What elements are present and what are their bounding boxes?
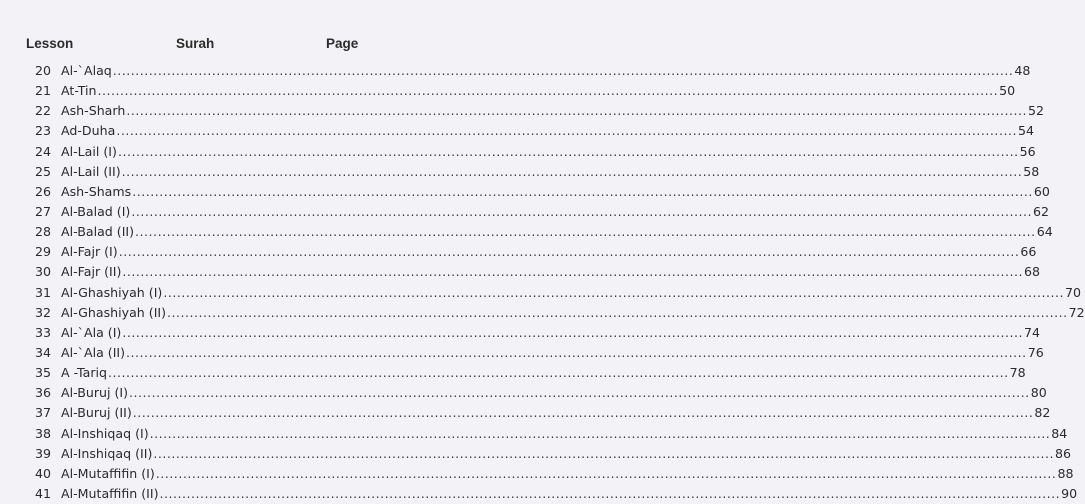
- page-number: 66: [1020, 244, 1037, 260]
- lesson-number: 37: [35, 405, 52, 421]
- entry-line: [61, 383, 1047, 403]
- entry-line: [61, 242, 1037, 262]
- list-item: [0, 101, 1045, 121]
- page-number: 60: [1033, 183, 1050, 199]
- page-number: 76: [1027, 344, 1044, 360]
- page-number: 50: [999, 83, 1016, 99]
- dot-leader: ........................................................................................................................................................................................................: [131, 203, 1032, 219]
- entry-line: [61, 61, 1031, 81]
- surah-title: Al-Mutaffifin (II): [61, 485, 159, 501]
- lesson-number: 23: [35, 123, 52, 139]
- page-number: 84: [1051, 425, 1068, 441]
- surah-title: Ad-Duha: [61, 123, 116, 139]
- page-number: 64: [1036, 224, 1053, 240]
- page-number: 80: [1030, 385, 1047, 401]
- page-number: 58: [1023, 163, 1040, 179]
- lesson-number: 38: [35, 425, 52, 441]
- page-number: 82: [1034, 405, 1051, 421]
- dot-leader: ........................................................................................................................................................................................................: [167, 304, 1068, 320]
- dot-leader: ........................................................................................................................................................................................................: [135, 224, 1036, 240]
- surah-title: Al-Mutaffifin (I): [61, 465, 155, 481]
- dot-leader: ........................................................................................................................................................................................................: [132, 405, 1034, 421]
- dot-leader: ........................................................................................................................................................................................................: [159, 485, 1061, 501]
- surah-title: A -Tariq: [61, 365, 108, 381]
- lesson-number: 32: [35, 304, 52, 320]
- surah-title: Al-`Alaq: [61, 63, 112, 78]
- lesson-column-header: Lesson: [26, 36, 74, 51]
- entry-line: [61, 202, 1049, 222]
- contents-list: [0, 61, 1085, 504]
- entry-line: [61, 403, 1051, 423]
- lesson-number: 24: [35, 143, 52, 159]
- page-number: 68: [1024, 264, 1041, 280]
- surah-title: Al-Buruj (I): [61, 385, 129, 401]
- page-number: 52: [1027, 103, 1045, 119]
- page-number: 70: [1064, 284, 1081, 300]
- lesson-number: 27: [35, 203, 52, 219]
- list-item: [0, 81, 1016, 101]
- lesson-number: 31: [35, 284, 52, 300]
- entry-line: [61, 262, 1041, 282]
- list-item: [0, 222, 1053, 242]
- list-item: [0, 303, 1085, 323]
- lesson-number: 21: [35, 83, 52, 99]
- list-item: [0, 61, 1031, 81]
- lesson-number: 22: [35, 103, 52, 119]
- list-item: [0, 121, 1034, 141]
- dot-leader: ........................................................................................................................................................................................................: [116, 123, 1017, 139]
- list-item: [0, 403, 1051, 423]
- lesson-number: 30: [35, 264, 52, 280]
- list-item: [0, 142, 1036, 162]
- list-item: [0, 182, 1050, 202]
- page-column-header: Page: [326, 36, 359, 51]
- lesson-number: 33: [35, 324, 52, 340]
- entry-line: [61, 424, 1068, 444]
- dot-leader: ........................................................................................................................................................................................................: [126, 103, 1027, 119]
- list-item: [0, 323, 1041, 343]
- lesson-number: 20: [35, 63, 52, 78]
- page-number: 74: [1023, 324, 1041, 340]
- page-number: 56: [1019, 143, 1036, 159]
- surah-title: Al-Ghashiyah (I): [61, 284, 163, 300]
- dot-leader: ........................................................................................................................................................................................................: [117, 143, 1019, 159]
- dot-leader: ........................................................................................................................................................................................................: [118, 244, 1020, 260]
- entry-line: [61, 283, 1081, 303]
- page-number: 54: [1017, 123, 1034, 139]
- dot-leader: ........................................................................................................................................................................................................: [121, 163, 1023, 179]
- surah-title: At-Tin: [61, 83, 97, 99]
- entry-line: [61, 142, 1036, 162]
- surah-title: Ash-Shams: [61, 183, 132, 199]
- surah-title: Al-Balad (I): [61, 203, 131, 219]
- page-number: 62: [1032, 203, 1049, 219]
- dot-leader: ........................................................................................................................................................................................................: [97, 83, 999, 99]
- dot-leader: ........................................................................................................................................................................................................: [122, 264, 1024, 280]
- dot-leader: ........................................................................................................................................................................................................: [122, 324, 1023, 340]
- list-item: [0, 444, 1072, 464]
- surah-title: Al-`Ala (II): [61, 344, 126, 360]
- entry-line: [61, 484, 1078, 504]
- entry-line: [61, 182, 1050, 202]
- surah-title: Al-Buruj (II): [61, 405, 132, 421]
- surah-title: Al-`Ala (I): [61, 324, 122, 340]
- list-item: [0, 464, 1074, 484]
- page-number: 86: [1055, 445, 1072, 461]
- dot-leader: ........................................................................................................................................................................................................: [126, 344, 1027, 360]
- lesson-number: 25: [35, 163, 52, 179]
- page-number: 48: [1014, 63, 1031, 78]
- surah-title: Ash-Sharh: [61, 103, 126, 119]
- surah-title: Al-Lail (I): [61, 143, 117, 159]
- lesson-number: 35: [35, 365, 52, 381]
- list-item: [0, 202, 1049, 222]
- entry-line: [61, 464, 1074, 484]
- dot-leader: ........................................................................................................................................................................................................: [149, 425, 1051, 441]
- list-item: [0, 363, 1026, 383]
- list-item: [0, 162, 1040, 182]
- lesson-number: 40: [35, 465, 52, 481]
- entry-line: [61, 222, 1053, 242]
- entry-line: [61, 81, 1016, 101]
- dot-leader: ........................................................................................................................................................................................................: [155, 465, 1057, 481]
- entry-line: [61, 101, 1045, 121]
- lesson-number: 39: [35, 445, 52, 461]
- dot-leader: ........................................................................................................................................................................................................: [153, 445, 1055, 461]
- lesson-number: 26: [35, 183, 52, 199]
- list-item: [0, 424, 1068, 444]
- surah-title: Al-Inshiqaq (I): [61, 425, 149, 441]
- lesson-number: 28: [35, 224, 52, 240]
- lesson-number: 29: [35, 244, 52, 260]
- surah-title: Al-Lail (II): [61, 163, 121, 179]
- page-number: 78: [1009, 365, 1026, 381]
- lesson-number: 34: [35, 344, 52, 360]
- surah-title: Al-Fajr (II): [61, 264, 122, 280]
- surah-title: Al-Inshiqaq (II): [61, 445, 153, 461]
- entry-line: [61, 444, 1072, 464]
- entry-line: [61, 363, 1026, 383]
- page-number: 72: [1068, 304, 1085, 320]
- dot-leader: ........................................................................................................................................................................................................: [108, 365, 1009, 381]
- entry-line: [61, 303, 1085, 323]
- entry-line: [61, 343, 1044, 363]
- surah-title: Al-Fajr (I): [61, 244, 118, 260]
- page-number: 88: [1057, 465, 1074, 481]
- dot-leader: ........................................................................................................................................................................................................: [112, 63, 1014, 78]
- dot-leader: ........................................................................................................................................................................................................: [132, 183, 1033, 199]
- surah-title: Al-Balad (II): [61, 224, 135, 240]
- surah-column-header: Surah: [176, 36, 215, 51]
- entry-line: [61, 162, 1040, 182]
- surah-title: Al-Ghashiyah (II): [61, 304, 167, 320]
- list-item: [0, 283, 1081, 303]
- list-item: [0, 242, 1037, 262]
- list-item: [0, 343, 1044, 363]
- dot-leader: ........................................................................................................................................................................................................: [129, 385, 1030, 401]
- dot-leader: ........................................................................................................................................................................................................: [163, 284, 1064, 300]
- page-number: 90: [1061, 485, 1078, 501]
- list-item: [0, 383, 1047, 403]
- list-item: [0, 484, 1078, 504]
- lesson-number: 36: [35, 385, 52, 401]
- table-header: [0, 36, 400, 56]
- lesson-number: 41: [35, 485, 52, 501]
- list-item: [0, 262, 1041, 282]
- entry-line: [61, 323, 1041, 343]
- entry-line: [61, 121, 1034, 141]
